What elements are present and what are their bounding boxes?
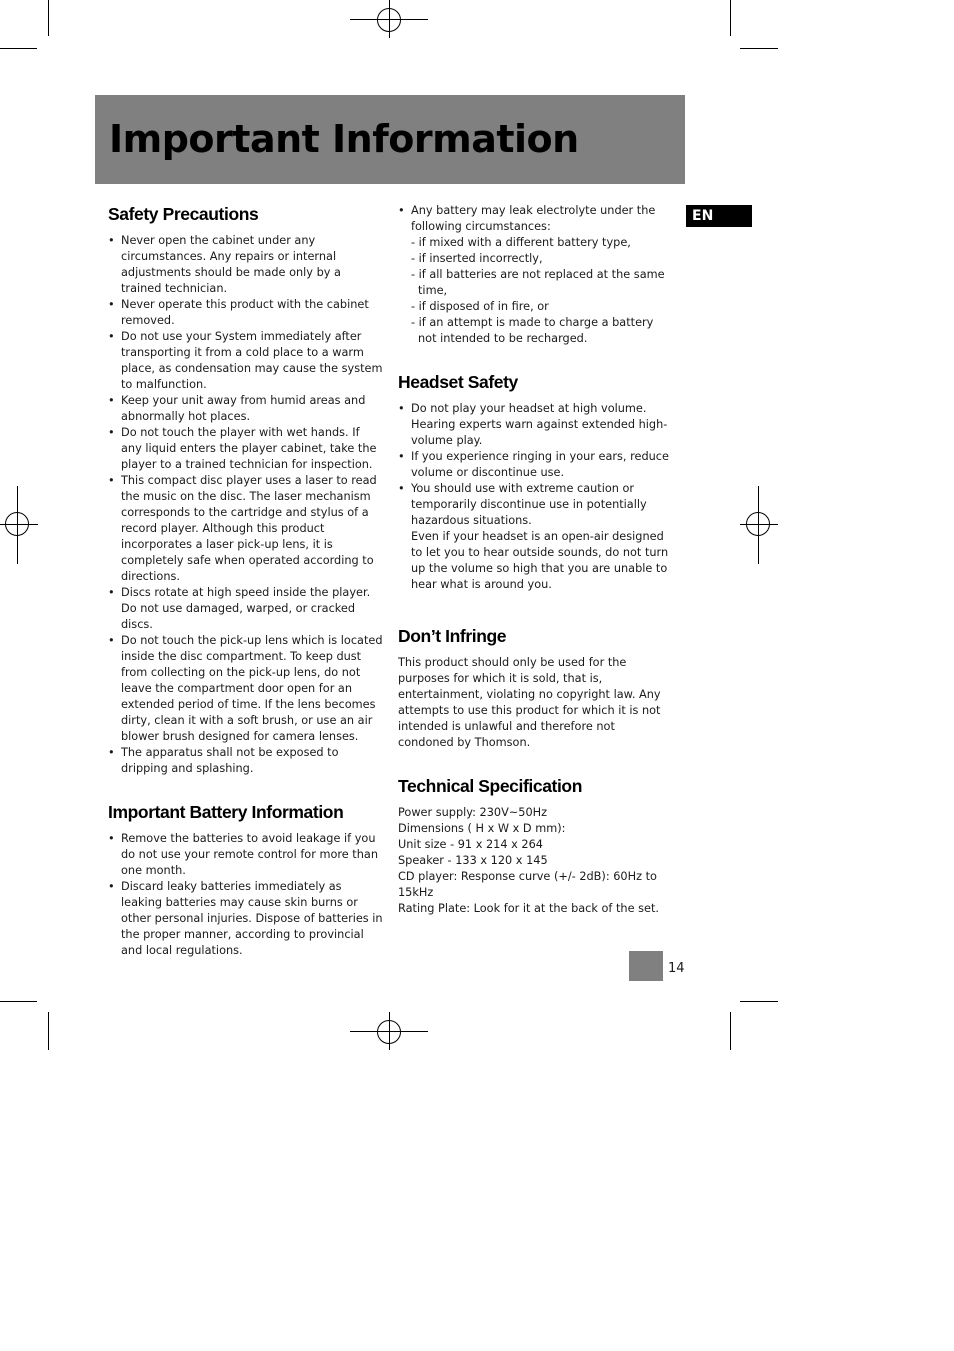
headset-heading: Headset Safety <box>398 372 518 392</box>
infringe-text: This product should only be used for the purposes for which it is sold, that is, entertainment, violating no copyright law. Any attempts to use this product for which it is not intended is unlawful and therefore not condoned by Thomson. <box>398 656 661 749</box>
spec-line: Speaker - 133 x 120 x 145 <box>398 854 548 867</box>
battery-leak-list <box>398 203 673 235</box>
left-column <box>108 203 383 959</box>
list-item: • Keep your unit away from humid areas and abnormally hot places. <box>108 394 366 423</box>
list-item: • Do not touch the pick-up lens which is located inside the disc compartment. To keep dust from collecting on the pick-up lens, do not leave the compartment door open for an extended period of time. If the lens becomes dirty, clean it with a soft brush, or use an air blower brush designed for camera lenses. <box>108 634 383 743</box>
spec-line: Power supply: 230V~50Hz <box>398 806 548 819</box>
list-item: • This compact disc player uses a laser to read the music on the disc. The laser mechanism corresponds to the cartridge and stylus of a record player. Although this product incorporates a laser pick-up lens, it is completely safe when operated according to directions. <box>108 474 377 583</box>
title-banner <box>95 95 685 184</box>
list-item: • Discs rotate at high speed inside the player. Do not use damaged, warped, or cracked discs. <box>108 586 371 631</box>
list-item: • Discard leaky batteries immediately as leaking batteries may cause skin burns or other personal injuries. Dispose of batteries in the proper manner, according to provincial and local regulations. <box>108 880 383 957</box>
spec-line: CD player: Response curve (+/- 2dB): 60Hz to 15kHz <box>398 870 657 899</box>
list-item: • Do not touch the player with wet hands. If any liquid enters the player cabinet, take the player to a trained technician for inspection. <box>108 426 377 471</box>
page-title: Important Information <box>109 117 579 161</box>
infringe-heading: Don’t Infringe <box>398 626 507 646</box>
page-number-box <box>629 951 663 981</box>
headset-note: Even if your headset is an open-air designed to let you to hear outside sounds, do not turn up the volume so high that you are unable to hear what is around you. <box>411 530 669 591</box>
tech-heading: Technical Specification <box>398 776 583 796</box>
spec-line: Unit size - 91 x 214 x 264 <box>398 838 543 851</box>
list-item: • Do not play your headset at high volume. Hearing experts warn against extended high-volume play. <box>398 402 668 447</box>
list-item: • Remove the batteries to avoid leakage if you do not use your remote control for more than one month. <box>108 832 378 877</box>
language-tab: EN <box>686 205 752 227</box>
list-item: - if mixed with a different battery type, <box>411 236 631 249</box>
headset-list <box>398 401 673 529</box>
list-item: - if inserted incorrectly, <box>411 252 543 265</box>
list-item: • Never operate this product with the cabinet removed. <box>108 298 369 327</box>
right-column <box>398 203 673 917</box>
list-item: • You should use with extreme caution or temporarily discontinue use in potentially hazardous situations. <box>398 482 647 527</box>
page-number: 14 <box>668 961 685 976</box>
list-item: - if all batteries are not replaced at the same time, <box>411 268 665 297</box>
list-item: • Any battery may leak electrolyte under the following circumstances: <box>398 204 656 233</box>
spec-line: Rating Plate: Look for it at the back of the set. <box>398 902 659 915</box>
list-item: • Do not use your System immediately after transporting it from a cold place to a warm place, as condensation may cause the system to malfunction. <box>108 330 383 391</box>
list-item: • Never open the cabinet under any circumstances. Any repairs or internal adjustments should be made only by a trained technician. <box>108 234 341 295</box>
battery-list <box>108 831 383 959</box>
safety-heading: Safety Precautions <box>108 204 259 224</box>
list-item: • If you experience ringing in your ears, reduce volume or discontinue use. <box>398 450 669 479</box>
battery-heading: Important Battery Information <box>108 802 344 822</box>
safety-list <box>108 233 383 777</box>
list-item: - if disposed of in fire, or <box>411 300 549 313</box>
list-item: • The apparatus shall not be exposed to dripping and splashing. <box>108 746 339 775</box>
list-item: - if an attempt is made to charge a battery not intended to be recharged. <box>411 316 654 345</box>
spec-line: Dimensions ( H x W x D mm): <box>398 822 566 835</box>
